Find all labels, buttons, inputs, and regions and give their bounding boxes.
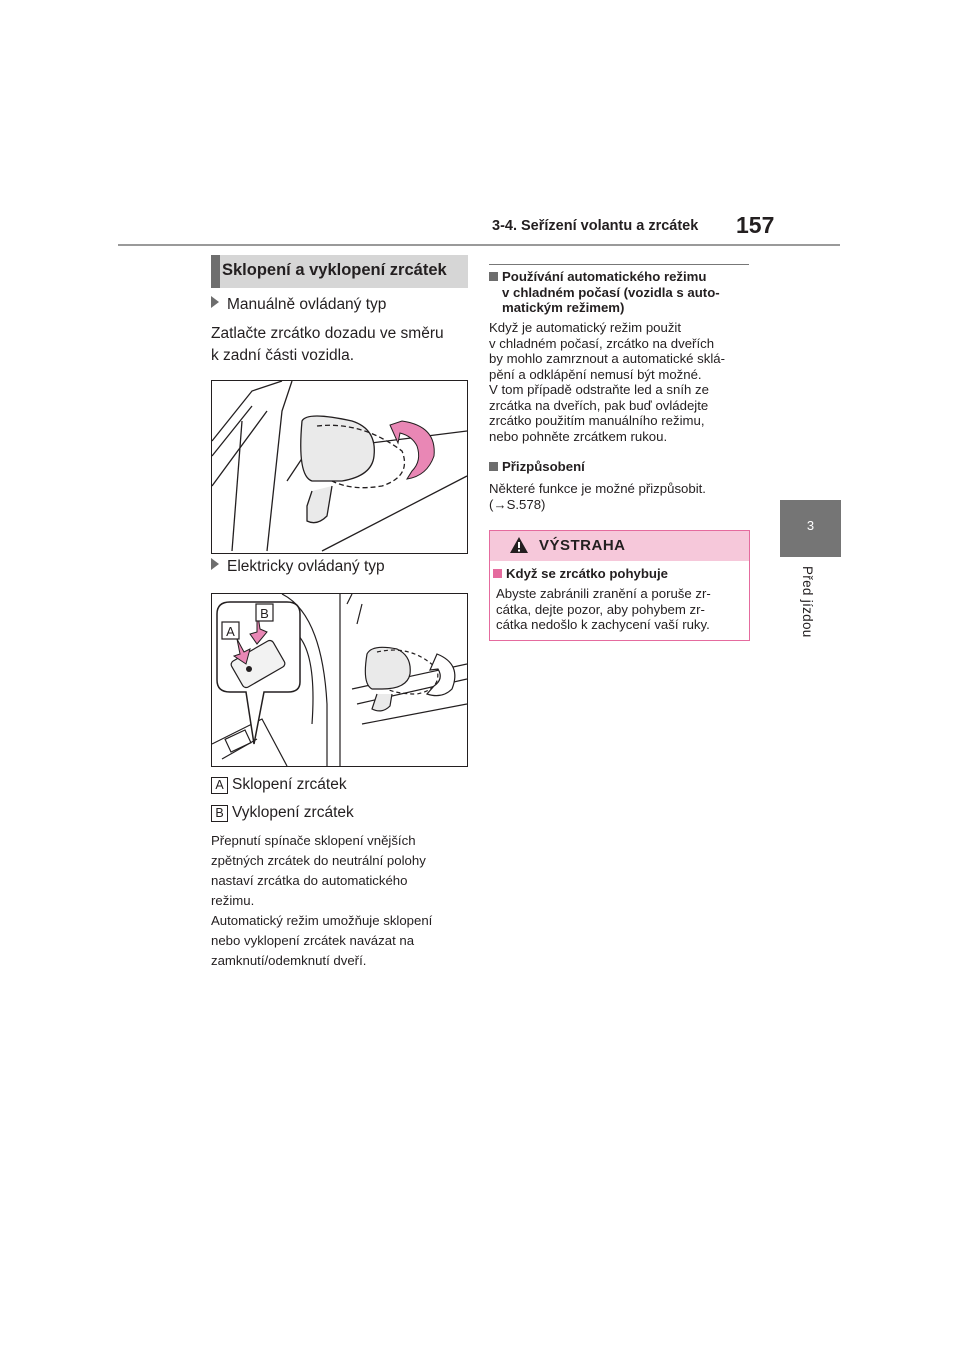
warning-text — [496, 586, 751, 633]
cold-text-line: zrcátko použitím manuálního režimu, — [489, 413, 705, 428]
figure-label-b: B — [260, 606, 269, 621]
header-rule — [118, 244, 840, 246]
auto-mode-note — [211, 831, 471, 971]
electric-type-label: Elektricky ovládaný typ — [227, 558, 385, 575]
manual-instruction-line-1: Zatlačte zrcátko dozadu ve směru — [211, 325, 444, 342]
cold-heading-line: Používání automatického režimu — [502, 269, 707, 284]
legend-key-a: A — [211, 777, 228, 794]
cold-text-line: zrcátka na dveřích, pak buď ovládejte — [489, 397, 709, 413]
customization-heading — [489, 459, 585, 475]
electric-mirror-figure — [211, 593, 468, 767]
note-line: zamknutí/odemknutí dveří. — [211, 953, 367, 968]
section-title: 3-4. Seřízení volantu a zrcátek — [492, 218, 699, 234]
square-bullet-icon — [489, 462, 498, 471]
figure-label-a: A — [226, 624, 235, 639]
cold-text-line: Když je automatický režim použit — [489, 320, 682, 335]
warning-subheading — [493, 566, 668, 582]
page-reference-link[interactable]: (→S.578) — [489, 496, 546, 512]
note-line: nebo vyklopení zrcátek navázat na — [211, 933, 415, 948]
cold-weather-heading — [489, 269, 754, 316]
cold-weather-text — [489, 320, 754, 444]
chapter-number: 3 — [806, 518, 815, 533]
legend-text-a: Sklopení zrcátek — [232, 776, 347, 793]
warning-subheading-text: Když se zrcátko pohybuje — [506, 566, 668, 581]
manual-type-item — [211, 296, 386, 314]
cold-heading-line: matickým režimem) — [502, 300, 625, 315]
square-bullet-icon — [493, 569, 502, 578]
legend-text-b: Vyklopení zrcátek — [232, 804, 354, 821]
square-bullet-icon — [489, 272, 498, 281]
warning-triangle-icon — [509, 536, 529, 554]
warning-text-line: Abyste zabránili zranění a poruše zr- — [496, 586, 711, 601]
cold-text-line: v chladném počasí, zrcátko na dveřích — [489, 335, 715, 351]
warning-text-line: cátka, dejte pozor, aby pohybem zr- — [496, 601, 705, 617]
triangle-bullet-icon — [211, 558, 219, 570]
legend-key-b: B — [211, 805, 228, 822]
section-heading: Sklopení a vyklopení zrcátek — [222, 261, 447, 279]
electric-type-item — [211, 558, 385, 576]
cold-text-line: nebo pohněte zrcátkem rukou. — [489, 428, 668, 444]
legend-item-a — [211, 774, 347, 796]
triangle-bullet-icon — [211, 296, 219, 308]
custom-text-line: Některé funkce je možné přizpůsobit. — [489, 481, 706, 496]
chapter-label: Před jízdou — [800, 566, 815, 638]
warning-text-line: cátka nedošlo k zachycení vaší ruky. — [496, 617, 710, 632]
note-line: Přepnutí spínače sklopení vnějších — [211, 833, 416, 848]
legend-item-b — [211, 802, 354, 824]
cold-text-line: V tom případě odstraňte led a sníh ze — [489, 382, 709, 397]
customization-text — [489, 481, 706, 512]
note-line: zpětných zrcátek do neutrální polohy — [211, 853, 426, 868]
manual-mirror-figure — [211, 380, 468, 554]
cold-text-line: by mohlo zamrznout a automatické sklá- — [489, 351, 726, 366]
warning-title: VÝSTRAHA — [539, 537, 626, 554]
note-line: režimu. — [211, 893, 255, 908]
cold-text-line: pění a odklápění nemusí být možné. — [489, 366, 702, 382]
page-number: 157 — [736, 212, 775, 238]
manual-instruction-line-2: k zadní části vozidla. — [211, 347, 355, 364]
note-line: Automatický režim umožňuje sklopení — [211, 913, 433, 928]
manual-type-label: Manuálně ovládaný typ — [227, 296, 387, 313]
note-line: nastaví zrcátka do automatického — [211, 873, 408, 888]
column-rule — [489, 264, 749, 265]
cold-heading-line: v chladném počasí (vozidla s auto- — [502, 284, 720, 300]
customization-heading-text: Přizpůsobení — [502, 459, 585, 474]
